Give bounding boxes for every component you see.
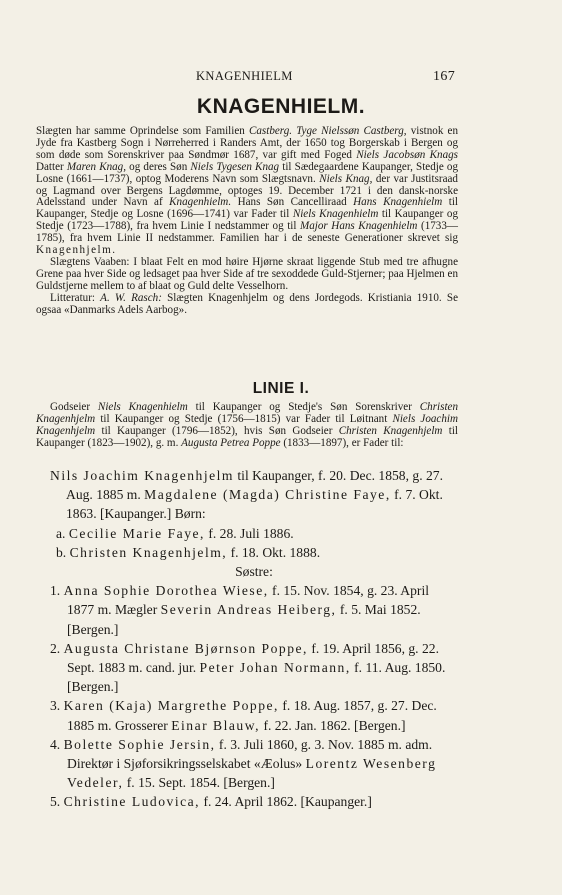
running-title: KNAGENHIELM xyxy=(196,69,293,83)
text-run: f. 15. Sept. 1854. [Bergen.] xyxy=(123,775,275,791)
family-introduction xyxy=(36,126,458,317)
italic-name: Niels Knag, xyxy=(319,172,373,185)
spaced-name: Knagenhjelm. xyxy=(36,244,117,257)
italic-name: Christen Knagenhjelm xyxy=(338,424,443,437)
text-run: 1. xyxy=(50,583,64,599)
italic-name: Knagenhielm. xyxy=(169,196,232,209)
sibling-entry-1 xyxy=(50,581,458,639)
text-run: f. 7. Okt. 1863. [Kaupanger.] Børn: xyxy=(66,487,443,522)
sibling-entry-5 xyxy=(50,792,458,811)
text-run: 2. xyxy=(50,640,64,656)
child-entry-b xyxy=(56,543,458,562)
siblings-heading: Søstre: xyxy=(235,564,273,580)
spaced-name: Nils Joachim Knagenhjelm xyxy=(50,468,234,483)
text-run: og deres Søn xyxy=(126,160,191,173)
running-header xyxy=(0,69,562,85)
spaced-name: Christen Knagenhjelm, xyxy=(69,544,228,560)
text-run: til Kaupanger og Stedje (1756—1815) var Fader til Løitnant xyxy=(95,412,393,425)
genealogy-entries xyxy=(50,466,458,812)
italic-name: Castberg. xyxy=(248,125,293,137)
text-run: til Kaupanger, f. 20. Dec. 1858, g. 27. Aug. 1885 m. xyxy=(66,468,443,503)
text-run: Datter xyxy=(36,160,67,173)
italic-name: Niels Joachim Knagenhjelm xyxy=(36,412,458,437)
spaced-name: Karen (Kaja) Margrethe Poppe, xyxy=(63,698,279,714)
text-run: f. 3. Juli 1860, g. 3. Nov. 1885 m. adm. Direktør i Sjøforsikringsselskabet «Æolus» xyxy=(67,736,433,772)
text-run: (1833—1897), er Fader til: xyxy=(280,436,404,449)
intro-paragraph-origin xyxy=(36,126,458,257)
text-run: f. 18. Okt. 1888. xyxy=(227,544,321,560)
text-run: f. 19. April 1856, g. 22. Sept. 1883 m. cand. jur. xyxy=(67,640,439,676)
text-run: 4. xyxy=(50,736,64,752)
italic-name: Augusta Petrea Poppe xyxy=(181,436,281,449)
text-run: (1733—1785), fra hvem Linie II nedstammer. Familien har i de seneste Generationer skrevet sig xyxy=(36,220,458,245)
siblings-list xyxy=(50,581,458,811)
section-title: LINIE I. xyxy=(252,380,310,397)
sibling-entry-4 xyxy=(50,735,458,793)
italic-name: Maren Knag, xyxy=(66,160,127,173)
children-list xyxy=(50,524,458,562)
sibling-entry-2 xyxy=(50,639,458,697)
text-run: b. xyxy=(56,544,70,560)
text-run: til Kaupanger og Stedje's Søn Sorenskriver xyxy=(187,401,420,413)
text-run: 5. xyxy=(50,794,64,810)
spaced-name: Anna Sophie Dorothea Wiese, xyxy=(63,583,269,599)
child-entry-a xyxy=(56,524,458,543)
spaced-name: Augusta Christane Bjørnson Poppe, xyxy=(63,640,308,656)
spaced-name: Bolette Sophie Jersin, xyxy=(63,736,216,752)
text-run: til Kaupanger og Stedje (1723—1788), fra hvem Linie I nedstammer og til xyxy=(36,208,458,233)
italic-name: Niels Knagenhielm xyxy=(97,401,188,413)
text-run: Slægten Knagenhjelm og dens Jordegods. Kristiania 1910. Se ogsaa «Danmarks Adels Aarbog». xyxy=(36,291,458,316)
italic-name: Niels Knagenhielm xyxy=(292,208,379,221)
text-run: til Kaupanger (1796—1852), hvis Søn Godseier xyxy=(95,424,339,437)
sibling-entry-3 xyxy=(50,696,458,734)
text-run: f. 28. Juli 1886. xyxy=(204,525,294,541)
line-intro-paragraph xyxy=(36,402,458,450)
spaced-name: Peter Johan Normann, xyxy=(199,660,351,676)
spaced-name: Cecilie Marie Faye, xyxy=(68,525,205,541)
text-run: Slægten har samme Oprindelse som Familien xyxy=(36,125,249,137)
spaced-name: Christine Ludovica, xyxy=(63,794,201,810)
spaced-name: Einar Blauw, xyxy=(171,717,261,733)
spaced-name: Lorentz Wesenberg Vedeler, xyxy=(67,756,437,791)
italic-name: Niels Jacobsøn Knags xyxy=(356,148,458,161)
line-introduction xyxy=(36,402,458,450)
text-run: f. 18. Aug. 1857, g. 27. Dec. 1885 m. Grosserer xyxy=(67,698,437,733)
text-run: 3. xyxy=(50,698,64,714)
spaced-name: Severin Andreas Heiberg, xyxy=(160,602,337,618)
text-run: f. 24. April 1862. [Kaupanger.] xyxy=(200,794,372,810)
text-run: Hans Søn Cancelliraad xyxy=(231,196,354,209)
page-title: KNAGENHIELM. xyxy=(196,95,366,118)
main-entry xyxy=(50,466,458,524)
text-run: der var Justitsraad og Lagmand over Bergens Lagdømme, optoges 19. December 1721 i den dansk-norske Adelsstand under Navn af xyxy=(36,172,458,209)
text-run: a. xyxy=(56,525,69,541)
intro-paragraph-arms: Slægtens Vaaben: I blaat Felt en mod høire Hjørne skraat liggende Stub med tre afhugne Grene paa hver Side og ledsaget paa hver Side af tre sexoddede Guld-Stjerner; paa Hjelmen en Guldstjerne mellem to af blaat og Guld delte Vesselhorn. xyxy=(36,255,458,292)
text-run: f. 5. Mai 1852. [Bergen.] xyxy=(67,602,421,637)
intro-paragraph-literature xyxy=(36,293,458,317)
spaced-name: Magdalene (Magda) Christine Faye, xyxy=(144,487,391,503)
text-run: f. 15. Nov. 1854, g. 23. April 1877 m. Mægler xyxy=(67,583,430,618)
text-run: til Kaupanger (1823—1902), g. m. xyxy=(36,424,458,449)
text-run: til Sædegaardene Kaupanger, Stedje og Losne (1661—1737), optog Moderens Navn som Slægtsnavn. xyxy=(36,160,458,185)
text-run: Litteratur: xyxy=(50,291,101,304)
text-run: f. 22. Jan. 1862. [Bergen.] xyxy=(260,717,406,733)
italic-name: Niels Tygesen Knag xyxy=(190,160,280,173)
page-number: 167 xyxy=(433,69,456,84)
text-run: Godseier xyxy=(50,401,98,413)
text-run: f. 11. Aug. 1850. [Bergen.] xyxy=(67,660,446,695)
italic-name: Major Hans Knagenhielm xyxy=(300,220,418,233)
italic-name: Christen Knagenhjelm xyxy=(36,401,458,425)
italic-name: Tyge Nielssøn Castberg, xyxy=(296,125,407,137)
italic-name: Hans Knagenhielm xyxy=(353,196,443,209)
text-run: vistnok en Jyde fra Kastberg Sogn i Nørreherred i Randers Amt, der 1650 tog Borgerskab i Bergen og som døde som Sorenskriver paa Søndmør 1687, var gift med Foged xyxy=(36,125,459,161)
text-run: til Kaupanger, Stedje og Losne (1696—1741) var Fader til xyxy=(36,196,458,221)
italic-name: A. W. Rasch: xyxy=(100,291,162,304)
